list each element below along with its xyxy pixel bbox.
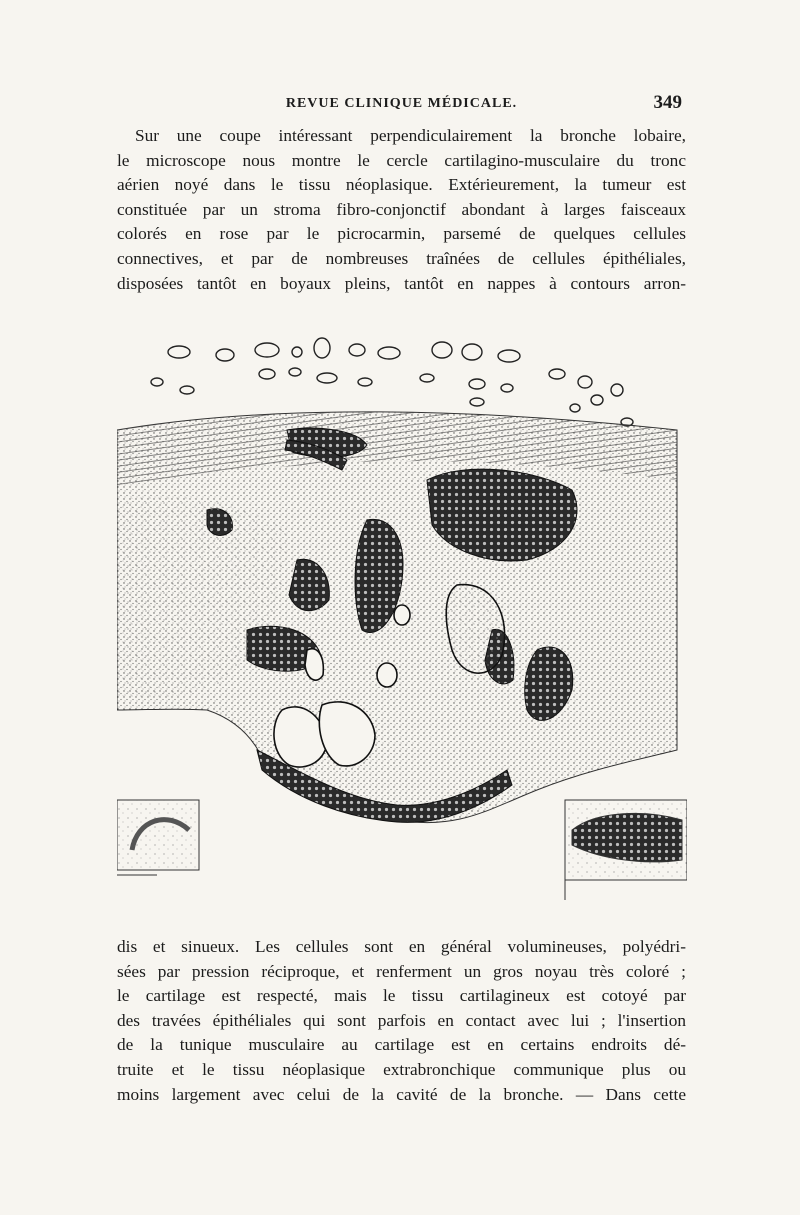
text-line: Sur une coupe intéressant perpendiculairement la bronche lobaire, [135, 126, 686, 145]
text-line: de la tunique musculaire au cartilage est en certains endroits dé- [117, 1035, 686, 1055]
inset-right [565, 800, 687, 900]
page-header [117, 92, 686, 118]
paragraph-bottom [117, 935, 686, 1107]
running-head: REVUE CLINIQUE MÉDICALE. [285, 96, 518, 111]
text-line: le microscope nous montre le cercle cartilagino-musculaire du tronc [117, 150, 686, 170]
paragraph-top [117, 124, 686, 296]
text-line: colorés en rose par le picrocarmin, parsemé de quelques cellules [117, 224, 686, 244]
inset-left [117, 800, 199, 875]
text-line: dis et sinueux. Les cellules sont en général volumineuses, polyédri- [117, 937, 686, 956]
text-line: des travées épithéliales qui sont parfois en contact avec lui ; l'insertion [117, 1010, 686, 1030]
text-line: disposées tantôt en boyaux pleins, tantôt en nappes à contours arron- [117, 273, 686, 293]
text-line: sées par pression réciproque, et renferment un gros noyau très coloré ; [117, 961, 686, 981]
histology-figure [117, 330, 687, 915]
text-line: constituée par un stroma fibro-conjonctif abondant à larges faisceaux [117, 199, 686, 219]
text-line: truite et le tissu néoplasique extrabronchique communique plus ou [117, 1059, 686, 1079]
text-line: le cartilage est respecté, mais le tissu cartilagineux est cotoyé par [117, 986, 686, 1006]
text-line: aérien noyé dans le tissu néoplasique. Extérieurement, la tumeur est [117, 175, 686, 195]
text-line: moins largement avec celui de la cavité de la bronche. — Dans cette [117, 1084, 686, 1104]
page-number: 349 [653, 92, 682, 113]
text-line: connectives, et par de nombreuses traînées de cellules épithéliales, [117, 248, 686, 268]
histology-engraving [117, 330, 687, 915]
